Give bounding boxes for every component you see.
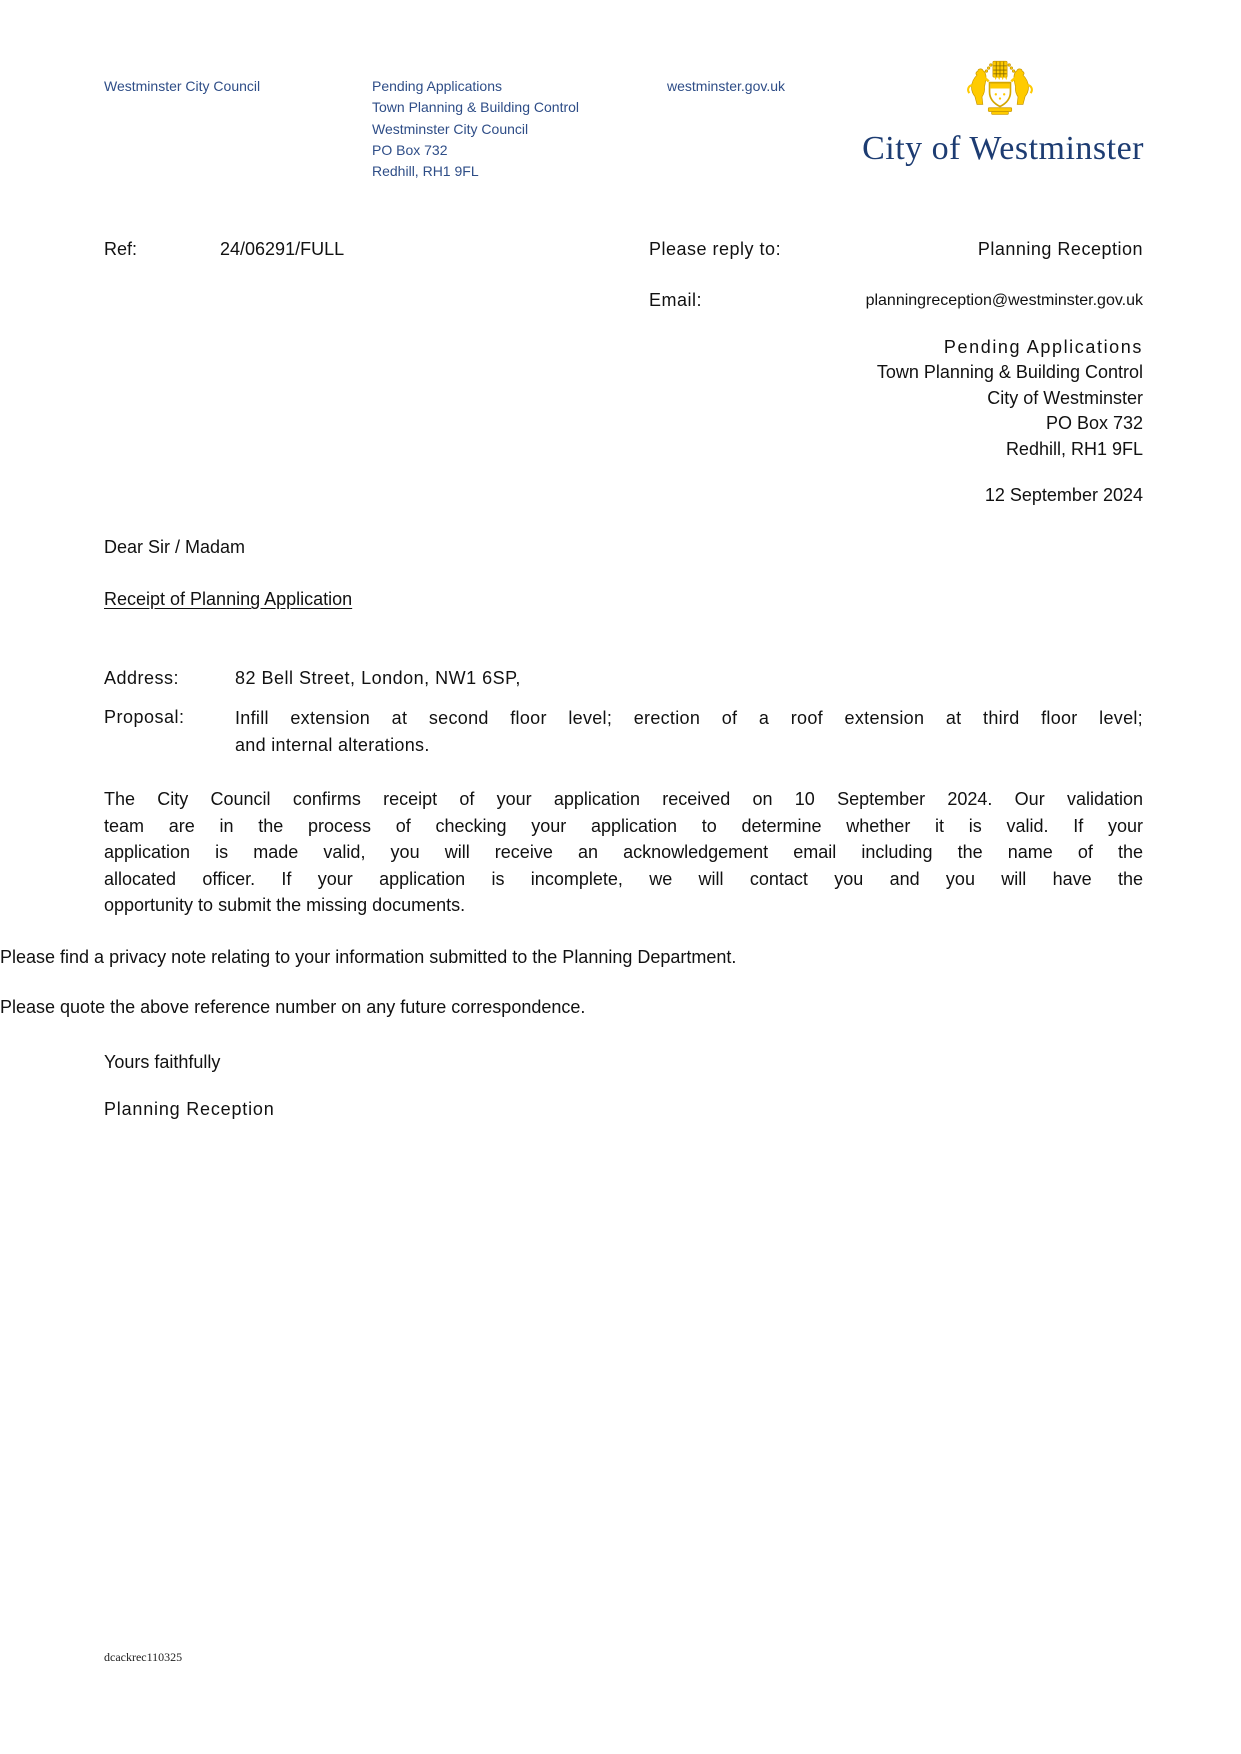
letter-date: 12 September 2024 [984, 485, 1143, 505]
salutation: Dear Sir / Madam [104, 537, 246, 557]
closing-phrase: Yours faithfully [104, 1052, 221, 1072]
signature-name: Planning Reception [104, 1099, 275, 1119]
sender-address-block: Pending Applications Town Planning & Building Control City of Westminster PO Box 732 Redhill, RH1 9FL [876, 337, 1143, 459]
address-label: Address: [104, 668, 180, 688]
body-paragraph-2: Please find a privacy note relating to your information submitted to the Planning Department. [0, 947, 737, 967]
reply-to-value: Planning Reception [977, 239, 1143, 259]
header-website: westminster.gov.uk [667, 78, 786, 94]
proposal-value: Infill extension at second floor level; erection of a roof extension at third floor level; and internal alterations. [235, 708, 1143, 755]
proposal-label: Proposal: [104, 707, 185, 727]
body-paragraph-1: The City Council confirms receipt of your application received on 10 September 2024. Our validation team are in the process of checking your application to determine whether it is valid. If your application is made valid, you will receive an acknowledgement email including the name of the allocated officer. If your application is incomplete, we will contact you and you will have the opportunity to submit the missing documents. [104, 789, 1143, 915]
ref-value: 24/06291/FULL [220, 239, 345, 259]
subject-heading: Receipt of Planning Application [104, 589, 353, 609]
westminster-crest-icon [958, 60, 1042, 127]
header-organisation: Westminster City Council [104, 78, 261, 94]
header-department-address: Pending Applications Town Planning & Building Control Westminster City Council PO Box 732 Redhill, RH1 9FL [372, 78, 580, 180]
footer-document-code: dcackrec110325 [104, 1650, 183, 1664]
email-label: Email: [649, 290, 703, 310]
address-value: 82 Bell Street, London, NW1 6SP, [235, 668, 521, 688]
reply-to-label: Please reply to: [649, 239, 782, 259]
body-paragraph-3: Please quote the above reference number on any future correspondence. [0, 997, 586, 1017]
ref-label: Ref: [104, 239, 138, 259]
logo-wordmark: City of Westminster [862, 130, 1144, 167]
email-value: planningreception@westminster.gov.uk [865, 292, 1143, 309]
